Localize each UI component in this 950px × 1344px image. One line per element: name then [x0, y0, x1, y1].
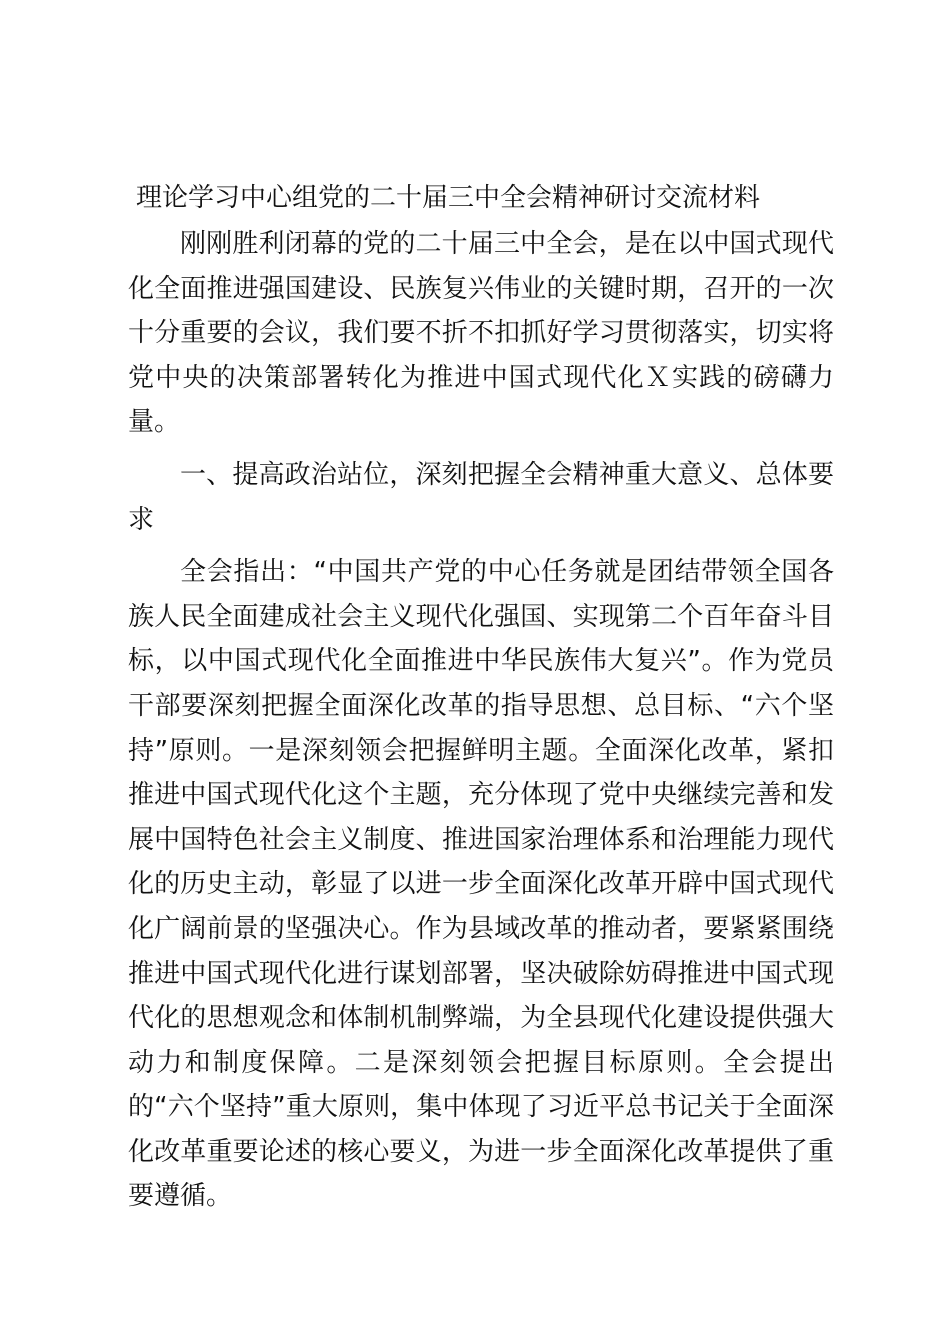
- intro-paragraph: 刚刚胜利闭幕的党的二十届三中全会，是在以中国式现代化全面推进强国建设、民族复兴伟业的关键时期，召开的一次十分重要的会议，我们要不折不扣抓好学习贯彻落实，切实将党中央的决策部署转化为推进中国式现代化Ｘ实践的磅礴力量。: [128, 229, 834, 438]
- document-title: 理论学习中心组党的二十届三中全会精神研讨交流材料: [136, 183, 761, 213]
- document-body: [128, 174, 834, 1219]
- paragraph-spacer: [128, 542, 834, 550]
- section-paragraph: 全会指出：“中国共产党的中心任务就是团结带领全国各族人民全面建成社会主义现代化强国、实现第二个百年奋斗目标，以中国式现代化全面推进中华民族伟大复兴”。作为党员干部要深刻把握全面深化改革的指导思想、总目标、“六个坚持”原则。一是深刻领会把握鲜明主题。全面深化改革，紧扣推进中国式现代化这个主题，充分体现了党中央继续完善和发展中国特色社会主义制度、推进国家治理体系和治理能力现代化的历史主动，彰显了以进一步全面深化改革开辟中国式现代化广阔前景的坚强决心。作为县域改革的推动者，要紧紧围绕推进中国式现代化进行谋划部署，坚决破除妨碍推进中国式现代化的思想观念和体制机制弊端，为全县现代化建设提供强大动力和制度保障。二是深刻领会把握目标原则。全会提出的“六个坚持”重大原则，集中体现了习近平总书记关于全面深化改革重要论述的核心要义，为进一步全面深化改革提供了重要遵循。: [128, 557, 834, 1212]
- section-heading: 一、提高政治站位，深刻把握全会精神重大意义、总体要求: [128, 459, 834, 535]
- paragraph-spacer: [128, 445, 834, 453]
